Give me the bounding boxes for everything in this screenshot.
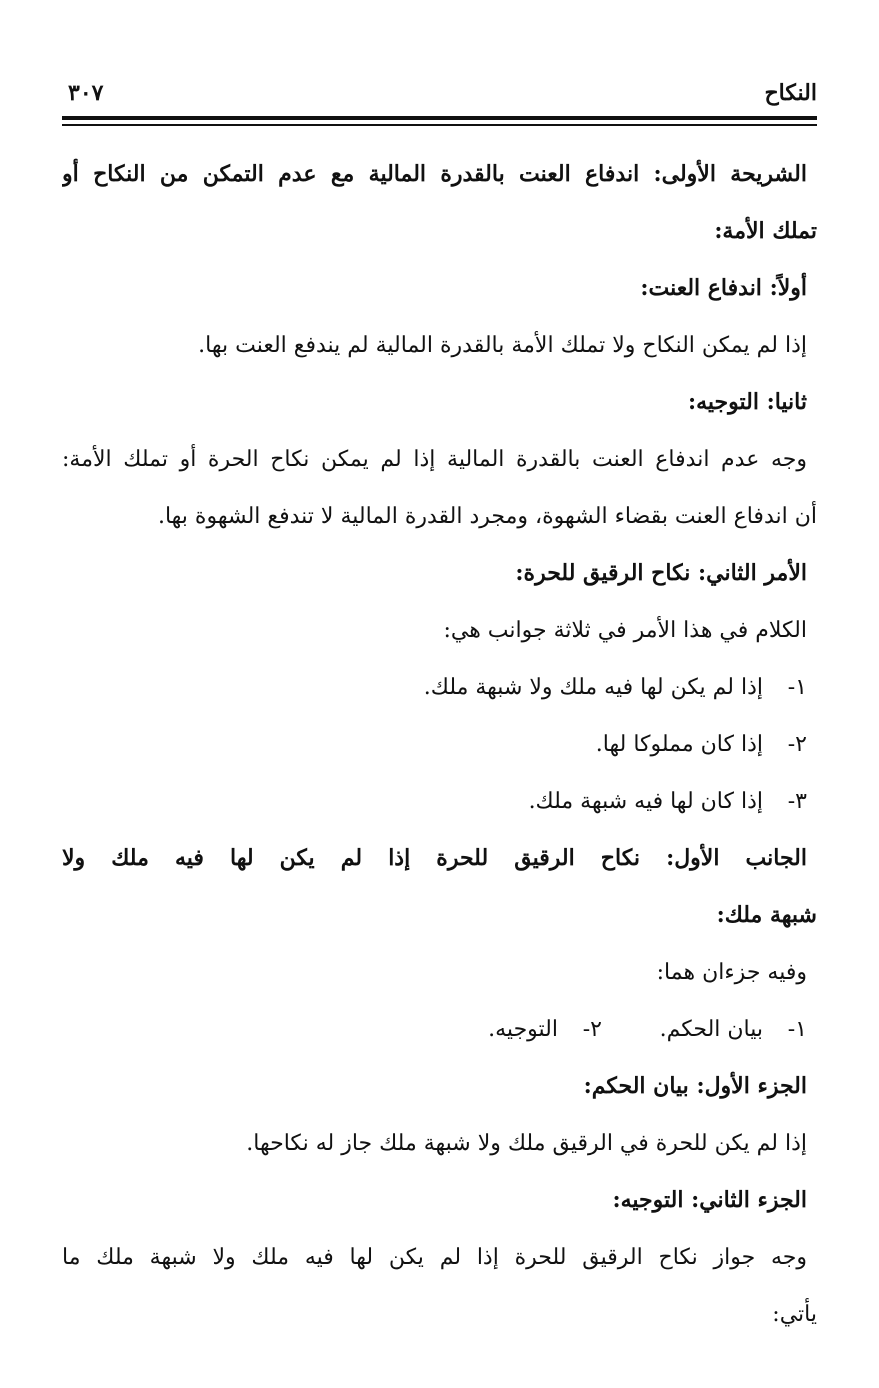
heading-first-segment: الشريحة الأولى: اندفاع العنت بالقدرة المالية مع عدم التمكن من النكاح أو: [62, 161, 807, 187]
paragraph: إذا لم يكن للحرة في الرقيق ملك ولا شبهة ملك جاز له نكاحها.: [246, 1131, 807, 1156]
list-item: [62, 659, 807, 716]
list-text: إذا كان مملوكا لها.: [595, 732, 763, 757]
list-item: [488, 1001, 602, 1058]
parts-list: [62, 1001, 807, 1058]
list-text: إذا كان لها فيه شبهة ملك.: [528, 789, 763, 814]
list-text: بيان الحكم.: [659, 1017, 763, 1042]
list-item: [602, 1001, 807, 1058]
list-number: ٣-: [787, 789, 807, 814]
paragraph: الكلام في هذا الأمر في ثلاثة جوانب هي:: [443, 618, 807, 643]
section-heading: الجانب الأول: نكاح الرقيق للحرة إذا لم يكن لها فيه ملك ولا: [62, 845, 807, 871]
header-rule-thick: [62, 116, 817, 120]
list-number: ٢-: [582, 1017, 602, 1042]
list-text: إذا لم يكن لها فيه ملك ولا شبهة ملك.: [423, 675, 763, 700]
subheading: الجزء الأول: بيان الحكم:: [583, 1073, 807, 1099]
page-body: [62, 146, 817, 1343]
section-heading-cont: شبهة ملك:: [716, 902, 817, 928]
list-text: التوجيه.: [488, 1017, 558, 1042]
paragraph: وجه عدم اندفاع العنت بالقدرة المالية إذا لم يمكن نكاح الحرة أو تملك الأمة:: [62, 447, 807, 472]
paragraph-cont: أن اندفاع العنت بقضاء الشهوة، ومجرد القدرة المالية لا تندفع الشهوة بها.: [157, 504, 817, 529]
subheading-first: أولاً: اندفاع العنت:: [640, 275, 807, 301]
page-header: [62, 80, 817, 118]
list-item: [62, 773, 807, 830]
header-rule-thin: [62, 124, 817, 126]
paragraph: وفيه جزءان هما:: [656, 960, 807, 985]
page-number: ٣٠٧: [68, 80, 104, 106]
list-item: [62, 716, 807, 773]
paragraph: وجه جواز نكاح الرقيق للحرة إذا لم يكن لها فيه ملك ولا شبهة ملك ما: [62, 1245, 807, 1270]
paragraph: إذا لم يمكن النكاح ولا تملك الأمة بالقدرة المالية لم يندفع العنت بها.: [198, 333, 807, 358]
list-number: ٢-: [787, 732, 807, 757]
subheading-second: ثانيا: التوجيه:: [687, 389, 807, 415]
heading-first-segment-cont: تملك الأمة:: [714, 218, 817, 244]
section-heading: الأمر الثاني: نكاح الرقيق للحرة:: [515, 560, 807, 586]
running-title: النكاح: [764, 80, 817, 106]
list-number: ١-: [787, 1017, 807, 1042]
paragraph-cont: يأتي:: [772, 1302, 817, 1327]
subheading: الجزء الثاني: التوجيه:: [612, 1187, 807, 1213]
list-number: ١-: [787, 675, 807, 700]
